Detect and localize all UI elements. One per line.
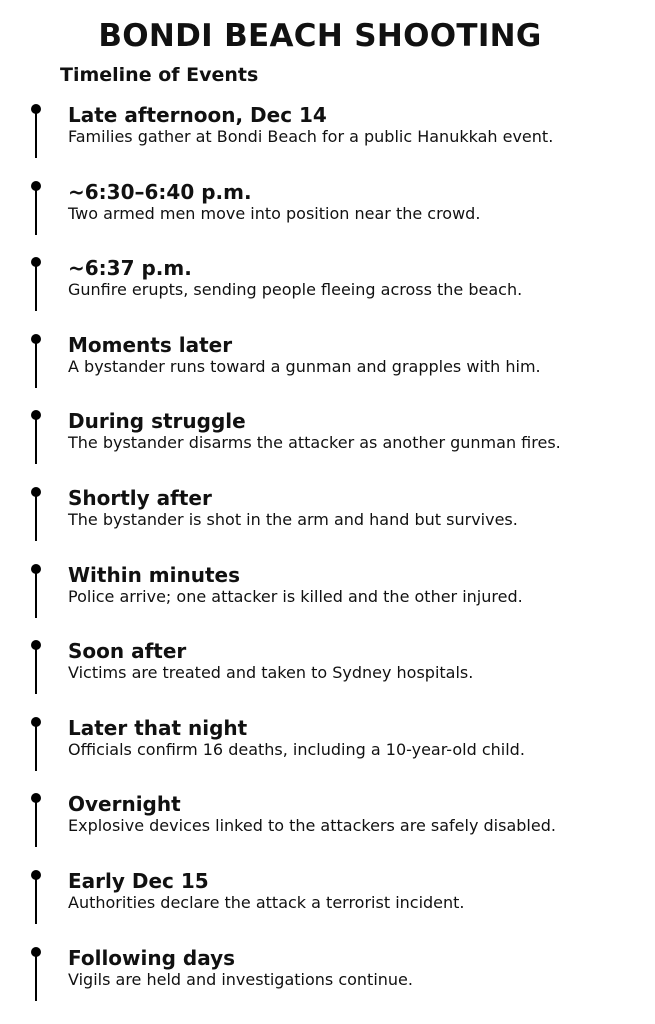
timeline-event: [0, 791, 655, 868]
event-time: Early Dec 15: [68, 868, 209, 893]
timeline-pin-icon: [31, 332, 41, 390]
timeline-event: [0, 868, 655, 945]
timeline-event: [0, 715, 655, 792]
timeline-event: [0, 102, 655, 179]
event-time: Moments later: [68, 332, 233, 357]
event-time: During struggle: [68, 409, 246, 434]
event-description: Authorities declare the attack a terrorist incident.: [68, 892, 465, 912]
event-time: Within minutes: [68, 562, 240, 587]
timeline-pin-icon: [31, 102, 41, 160]
event-description: A bystander runs toward a gunman and grapples with him.: [68, 356, 541, 376]
event-description: Two armed men move into position near the crowd.: [68, 203, 481, 223]
timeline-pin-icon: [31, 715, 41, 773]
event-time: Shortly after: [68, 485, 212, 510]
event-description: Victims are treated and taken to Sydney hospitals.: [68, 663, 474, 683]
timeline-event: [0, 255, 655, 332]
timeline-event: [0, 638, 655, 715]
timeline-pin-icon: [31, 868, 41, 926]
timeline-pin-icon: [31, 791, 41, 849]
timeline-event: [0, 408, 655, 485]
event-time: Following days: [68, 945, 236, 970]
event-description: Police arrive; one attacker is killed and the other injured.: [68, 586, 523, 606]
page-subtitle: Timeline of Events: [60, 64, 259, 86]
page-title: BONDI BEACH SHOOTING: [98, 18, 542, 54]
event-description: The bystander disarms the attacker as another gunman fires.: [68, 433, 561, 453]
event-description: Families gather at Bondi Beach for a public Hanukkah event.: [68, 127, 554, 146]
event-description: Officials confirm 16 deaths, including a 10-year-old child.: [68, 739, 525, 759]
timeline-pin-icon: [31, 408, 41, 466]
event-description: Gunfire erupts, sending people fleeing across the beach.: [68, 280, 523, 300]
event-description: Explosive devices linked to the attackers are safely disabled.: [68, 816, 556, 836]
event-time: ~6:37 p.m.: [68, 256, 192, 281]
timeline-event: [0, 485, 655, 562]
timeline-event: [0, 179, 655, 256]
timeline-event: [0, 332, 655, 409]
timeline: [0, 102, 655, 1021]
event-time: ~6:30–6:40 p.m.: [68, 179, 252, 204]
timeline-pin-icon: [31, 255, 41, 313]
timeline-event: [0, 945, 655, 1022]
event-time: Later that night: [68, 715, 248, 740]
event-description: Vigils are held and investigations continue.: [68, 969, 413, 989]
event-description: The bystander is shot in the arm and hand but survives.: [68, 509, 518, 529]
timeline-event: [0, 562, 655, 639]
event-time: Soon after: [68, 639, 187, 664]
timeline-pin-icon: [31, 945, 41, 1003]
timeline-pin-icon: [31, 485, 41, 543]
timeline-pin-icon: [31, 562, 41, 620]
timeline-pin-icon: [31, 638, 41, 696]
timeline-pin-icon: [31, 179, 41, 237]
event-time: Late afternoon, Dec 14: [68, 103, 327, 127]
event-time: Overnight: [68, 792, 181, 817]
